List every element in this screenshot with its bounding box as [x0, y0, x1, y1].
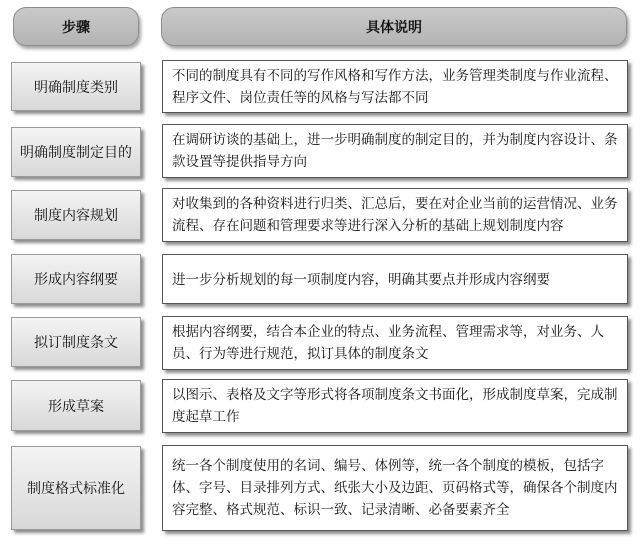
description-4-box: 进一步分析规划的每一项制度内容，明确其要点并形成内容纲要	[162, 254, 628, 304]
step-3-box: 制度内容规划	[11, 190, 141, 240]
step-6-box: 形成草案	[11, 380, 141, 431]
description-2-box: 在调研访谈的基础上，进一步明确制度的制定目的，并为制度内容设计、条款设置等提供指导方向	[162, 124, 628, 178]
step-5-box: 拟订制度条文	[11, 317, 141, 367]
step-4-box: 形成内容纲要	[11, 254, 141, 304]
step-7-box: 制度格式标准化	[11, 446, 141, 530]
header-description: 具体说明	[161, 7, 627, 46]
step-2-box: 明确制度制定目的	[11, 127, 141, 177]
description-1-box: 不同的制度具有不同的写作风格和写作方法，业务管理类制度与作业流程、程序文件、岗位责任等的风格与写法都不同	[162, 60, 628, 113]
description-5-box: 根据内容纲要，结合本企业的特点、业务流程、管理需求等，对业务、人员、行为等进行规范，拟订具体的制度条文	[162, 316, 628, 370]
description-7-box: 统一各个制度使用的名词、编号、体例等，统一各个制度的模板，包括字体、字号、目录排列方式、纸张大小及边距、页码格式等，确保各个制度内容完整、格式规范、标识一致、记录清晰、必备要素齐全	[162, 445, 628, 531]
header-step: 步骤	[13, 7, 139, 46]
description-6-box: 以图示、表格及文字等形式将各项制度条文书面化，形成制度草案，完成制度起草工作	[162, 379, 628, 433]
step-1-box: 明确制度类别	[11, 62, 141, 111]
description-3-box: 对收集到的各种资料进行归类、汇总后，要在对企业当前的运营情况、业务流程、存在问题和管理要求等进行深入分析的基础上规划制度内容	[162, 188, 628, 242]
